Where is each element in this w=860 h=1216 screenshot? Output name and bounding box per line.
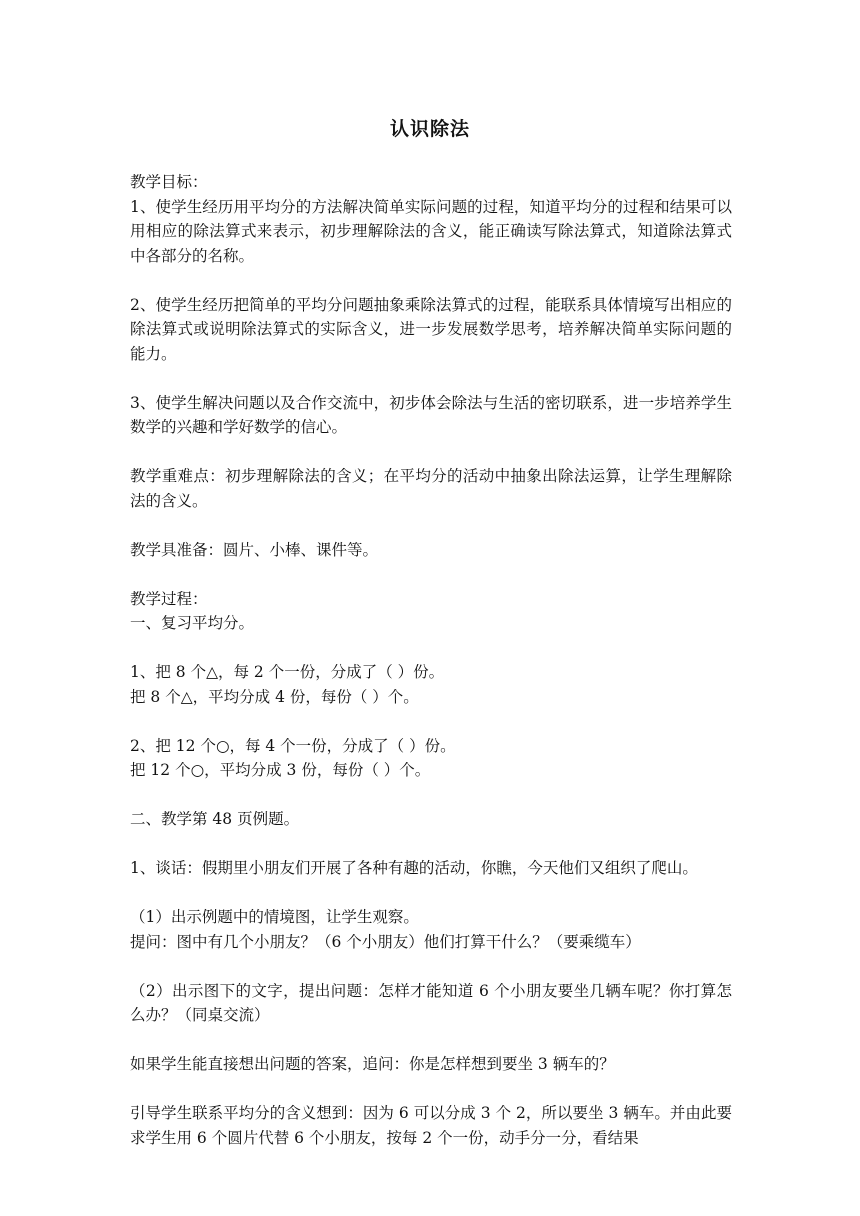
paragraph-gap [130, 268, 732, 293]
paragraph: 教学目标： [130, 173, 208, 191]
paragraph-gap [130, 440, 732, 465]
paragraph: 1、使学生经历用平均分的方法解决简单实际问题的过程，知道平均分的过程和结果可以用相应的除法算式来表示，初步理解除法的含义，能正确读写除法算式，知道除法算式中各部分的名称。 [130, 197, 732, 265]
paragraph-gap [130, 783, 732, 808]
paragraph: （2）出示图下的文字，提出问题：怎样才能知道 6 个小朋友要坐几辆车呢？你打算怎么办？（同桌交流） [130, 981, 732, 1024]
paragraph: 如果学生能直接想出问题的答案，追问：你是怎样想到要坐 3 辆车的？ [130, 1055, 615, 1073]
paragraph-gap [130, 881, 732, 906]
paragraph: 提问：图中有几个小朋友？（6 个小朋友）他们打算干什么？（要乘缆车） [130, 932, 641, 951]
paragraph: 教学具准备：圆片、小棒、课件等。 [130, 540, 379, 559]
paragraph: 引导学生联系平均分的含义想到：因为 6 可以分成 3 个 2，所以要坐 3 辆车。并由此要求学生用 6 个圆片代替 6 个小朋友，按每 2 个一份，动手分一分，看结果 [130, 1104, 732, 1147]
document-body [130, 170, 732, 1150]
paragraph: 一、复习平均分。 [130, 614, 255, 632]
paragraph: 3、使学生解决问题以及合作交流中，初步体会除法与生活的密切联系，进一步培养学生数学的兴趣和学好数学的信心。 [130, 393, 732, 436]
paragraph: 2、把 12 个○，每 4 个一份，分成了（ ）份。 [130, 736, 456, 755]
paragraph: 2、使学生经历把简单的平均分问题抽象乘除法算式的过程，能联系具体情境写出相应的除法算式或说明除法算式的实际含义，进一步发展数学思考，培养解决简单实际问题的能力。 [130, 295, 732, 363]
paragraph-gap [130, 562, 732, 587]
paragraph: 教学重难点：初步理解除法的含义；在平均分的活动中抽象出除法运算，让学生理解除法的含义。 [130, 467, 732, 510]
paragraph-gap [130, 636, 732, 661]
paragraph-gap [130, 709, 732, 734]
paragraph: 1、谈话：假期里小朋友们开展了各种有趣的活动，你瞧，今天他们又组织了爬山。 [130, 859, 698, 877]
paragraph-gap [130, 1028, 732, 1053]
paragraph-gap [130, 1077, 732, 1102]
paragraph-gap [130, 832, 732, 857]
paragraph: （1）出示例题中的情境图，让学生观察。 [130, 908, 419, 926]
paragraph-gap [130, 366, 732, 391]
paragraph: 教学过程： [130, 589, 208, 608]
paragraph: 1、把 8 个△，每 2 个一份，分成了（ ）份。 [130, 663, 445, 681]
paragraph-gap [130, 513, 732, 538]
paragraph: 把 8 个△，平均分成 4 份，每份（ ）个。 [130, 687, 419, 706]
document-title: 认识除法 [389, 118, 470, 140]
paragraph: 二、教学第 48 页例题。 [130, 810, 300, 828]
paragraph-gap [130, 954, 732, 979]
paragraph: 把 12 个○，平均分成 3 份，每份（ ）个。 [130, 761, 431, 779]
